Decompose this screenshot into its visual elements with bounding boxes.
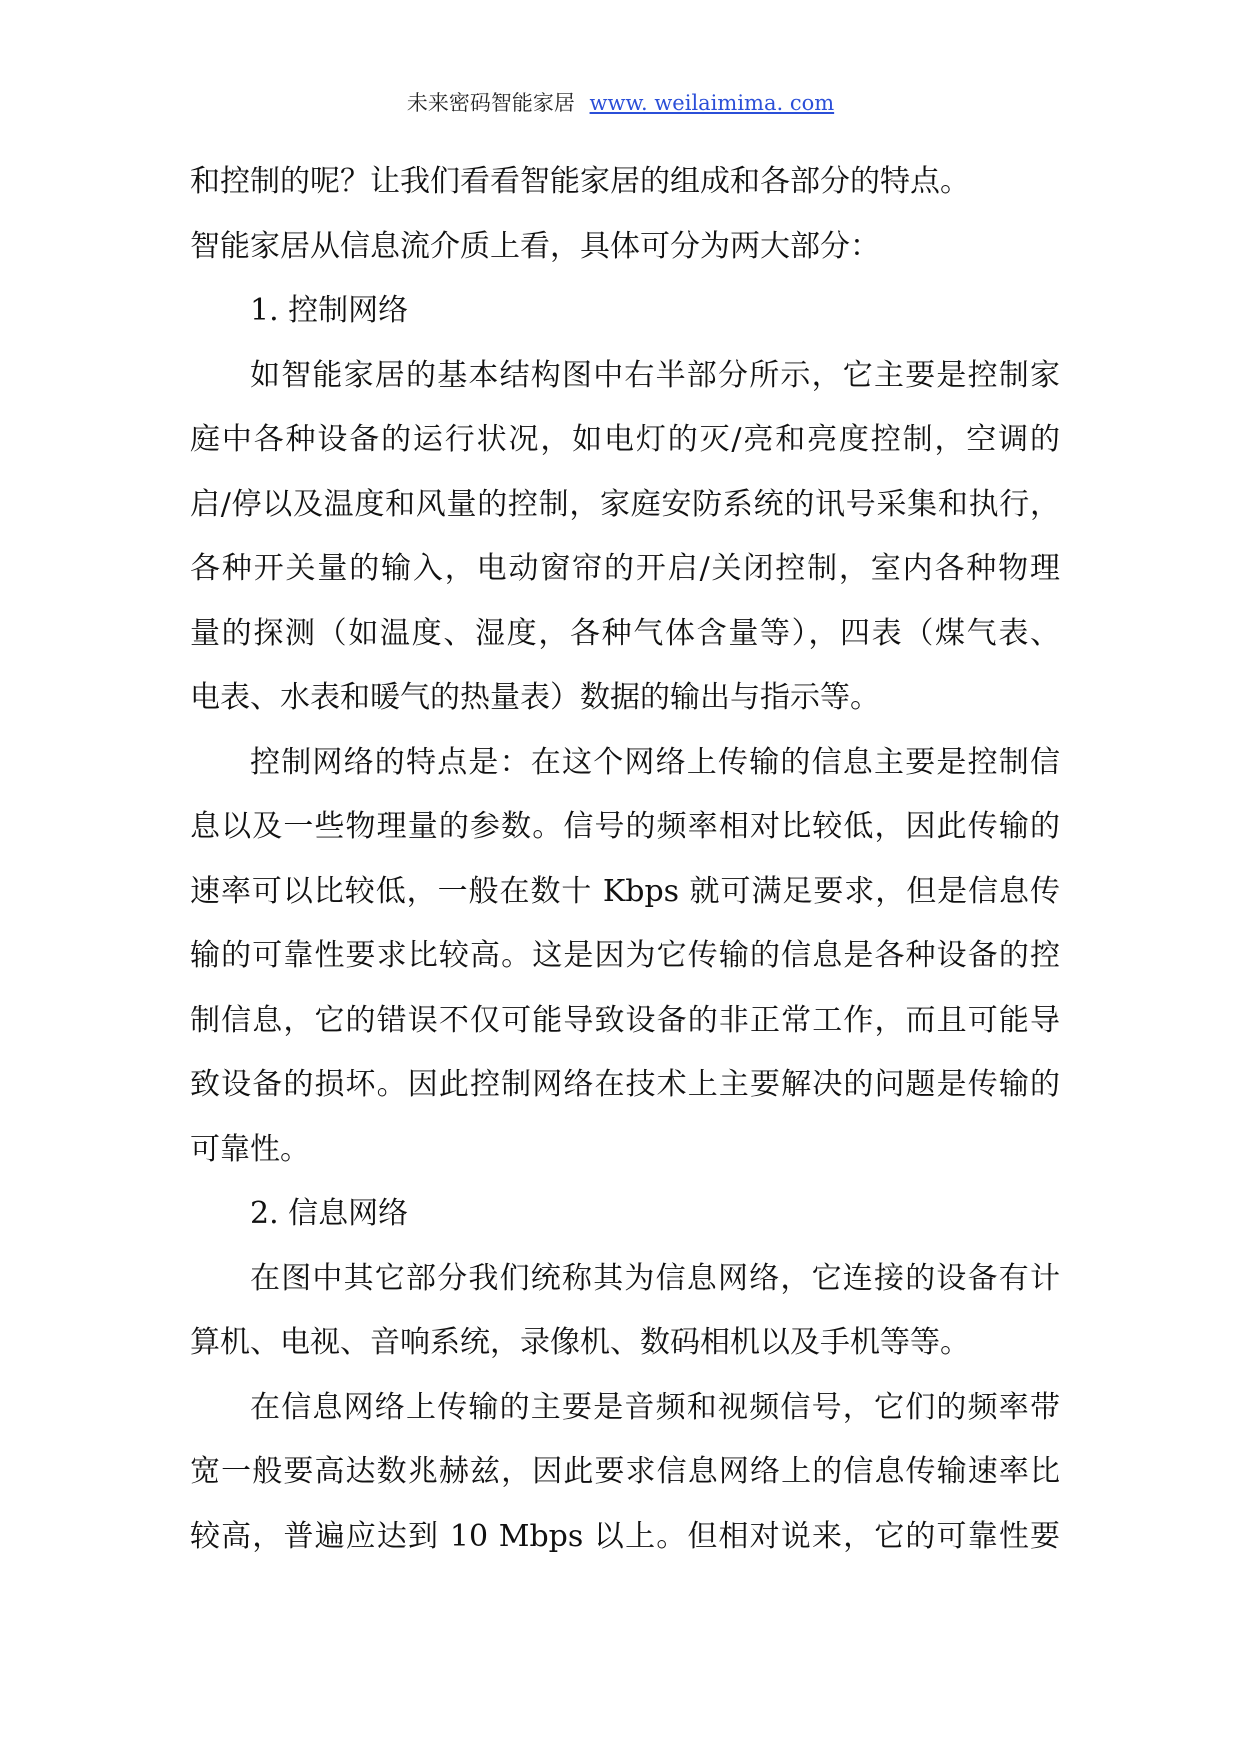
body-line-9: 电表、水表和暖气的热量表）数据的输出与指示等。 (190, 680, 880, 715)
body-line-10: 控制网络的特点是：在这个网络上传输的信息主要是控制信 (250, 744, 1060, 780)
body-line-11: 息以及一些物理量的参数。信号的频率相对比较低，因此传输的 (190, 809, 1060, 844)
section-heading-control-network: 1. 控制网络 (250, 293, 409, 328)
site-name: 未来密码智能家居 (406, 91, 575, 115)
body-line-22: 较高，普遍应达到 10 Mbps 以上。但相对说来，它的可靠性要 (190, 1518, 1060, 1554)
body-line-2: 智能家居从信息流介质上看，具体可分为两大部分： (190, 228, 880, 264)
body-line-1: 和控制的呢？让我们看看智能家居的组成和各部分的特点。 (190, 164, 970, 199)
body-line-15: 致设备的损坏。因此控制网络在技术上主要解决的问题是传输的 (190, 1067, 1060, 1102)
document-body (190, 150, 1060, 1569)
body-line-21: 宽一般要高达数兆赫兹，因此要求信息网络上的信息传输速率比 (190, 1454, 1060, 1489)
body-line-14: 制信息，它的错误不仅可能导致设备的非正常工作，而且可能导 (190, 1002, 1060, 1038)
section-heading-information-network: 2. 信息网络 (250, 1196, 409, 1231)
body-line-19: 算机、电视、音响系统，录像机、数码相机以及手机等等。 (190, 1325, 970, 1360)
page-header (0, 88, 1241, 118)
body-line-20: 在信息网络上传输的主要是音频和视频信号，它们的频率带 (250, 1389, 1060, 1425)
body-line-12: 速率可以比较低，一般在数十 Kbps 就可满足要求，但是信息传 (190, 873, 1060, 909)
body-line-8: 量的探测（如温度、湿度，各种气体含量等），四表（煤气表、 (190, 615, 1060, 651)
site-url-link[interactable]: www. weilaimima. com (589, 91, 835, 115)
body-line-5: 庭中各种设备的运行状况，如电灯的灭/亮和亮度控制，空调的 (190, 422, 1060, 457)
body-line-7: 各种开关量的输入，电动窗帘的开启/关闭控制，室内各种物理 (190, 551, 1060, 586)
body-line-16: 可靠性。 (190, 1131, 310, 1167)
body-line-18: 在图中其它部分我们统称其为信息网络，它连接的设备有计 (250, 1260, 1060, 1296)
body-line-6: 启/停以及温度和风量的控制，家庭安防系统的讯号采集和执行， (190, 486, 1060, 522)
body-line-13: 输的可靠性要求比较高。这是因为它传输的信息是各种设备的控 (190, 938, 1060, 973)
body-line-4: 如智能家居的基本结构图中右半部分所示，它主要是控制家 (250, 357, 1060, 393)
